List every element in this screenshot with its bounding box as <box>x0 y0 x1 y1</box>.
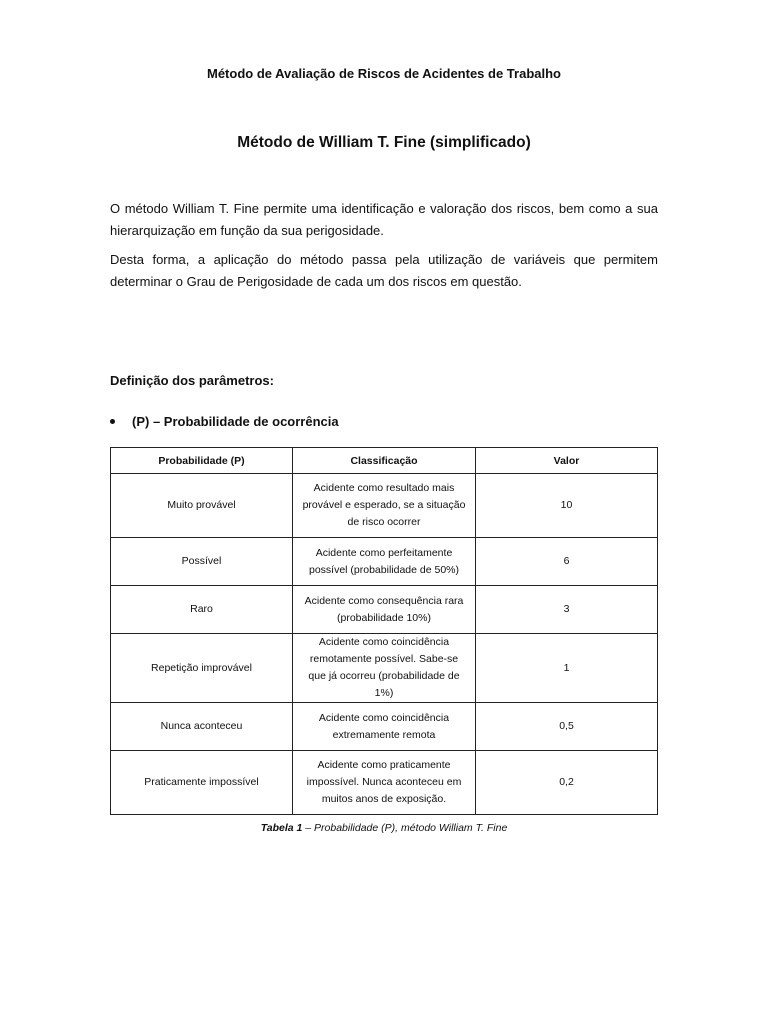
table-row <box>111 703 658 751</box>
cell-probabilidade: Praticamente impossível <box>111 751 293 815</box>
caption-label: Tabela 1 <box>260 822 303 834</box>
cell-classificacao: Acidente como resultado mais provável e esperado, se a situação de risco ocorrer <box>293 474 476 538</box>
cell-valor: 6 <box>476 538 658 586</box>
cell-probabilidade: Nunca aconteceu <box>111 703 293 751</box>
cell-valor: 1 <box>476 634 658 703</box>
cell-classificacao: Acidente como perfeitamente possível (probabilidade de 50%) <box>293 538 476 586</box>
cell-probabilidade: Raro <box>111 586 293 634</box>
header-probabilidade: Probabilidade (P) <box>111 448 293 474</box>
cell-valor: 3 <box>476 586 658 634</box>
caption-text: – Probabilidade (P), método William T. Fine <box>302 822 508 834</box>
cell-probabilidade: Muito provável <box>111 474 293 538</box>
table-row <box>111 538 658 586</box>
intro-paragraph-2: Desta forma, a aplicação do método passa pela utilização de variáveis que permitem determinar o Grau de Perigosidade de cada um dos riscos em questão. <box>110 252 658 289</box>
table-header-row <box>111 448 658 474</box>
cell-probabilidade: Repetição improvável <box>111 634 293 703</box>
section-heading: Definição dos parâmetros: <box>110 373 274 388</box>
cell-classificacao: Acidente como consequência rara (probabilidade 10%) <box>293 586 476 634</box>
header-valor: Valor <box>476 448 658 474</box>
table-caption <box>0 822 768 834</box>
table-row <box>111 586 658 634</box>
bullet-item <box>110 414 339 429</box>
table-row <box>111 751 658 815</box>
cell-valor: 0,2 <box>476 751 658 815</box>
header-classificacao: Classificação <box>293 448 476 474</box>
bullet-text: (P) – Probabilidade de ocorrência <box>132 414 339 429</box>
table-row <box>111 634 658 703</box>
cell-valor: 0,5 <box>476 703 658 751</box>
bullet-dot-icon <box>110 419 115 424</box>
running-header: Método de Avaliação de Riscos de Acidentes de Trabalho <box>207 66 561 81</box>
cell-classificacao: Acidente como praticamente impossível. Nunca aconteceu em muitos anos de exposição. <box>293 751 476 815</box>
cell-classificacao: Acidente como coincidência extremamente remota <box>293 703 476 751</box>
cell-probabilidade: Possível <box>111 538 293 586</box>
intro-paragraph-1: O método William T. Fine permite uma identificação e valoração dos riscos, bem como a sua hierarquização em função da sua perigosidade. <box>110 201 658 238</box>
table-row <box>111 474 658 538</box>
cell-classificacao: Acidente como coincidência remotamente possível. Sabe-se que já ocorreu (probabilidade de 1%) <box>293 634 476 703</box>
document-title: Método de William T. Fine (simplificado) <box>237 134 531 151</box>
probability-table <box>110 447 658 815</box>
cell-valor: 10 <box>476 474 658 538</box>
